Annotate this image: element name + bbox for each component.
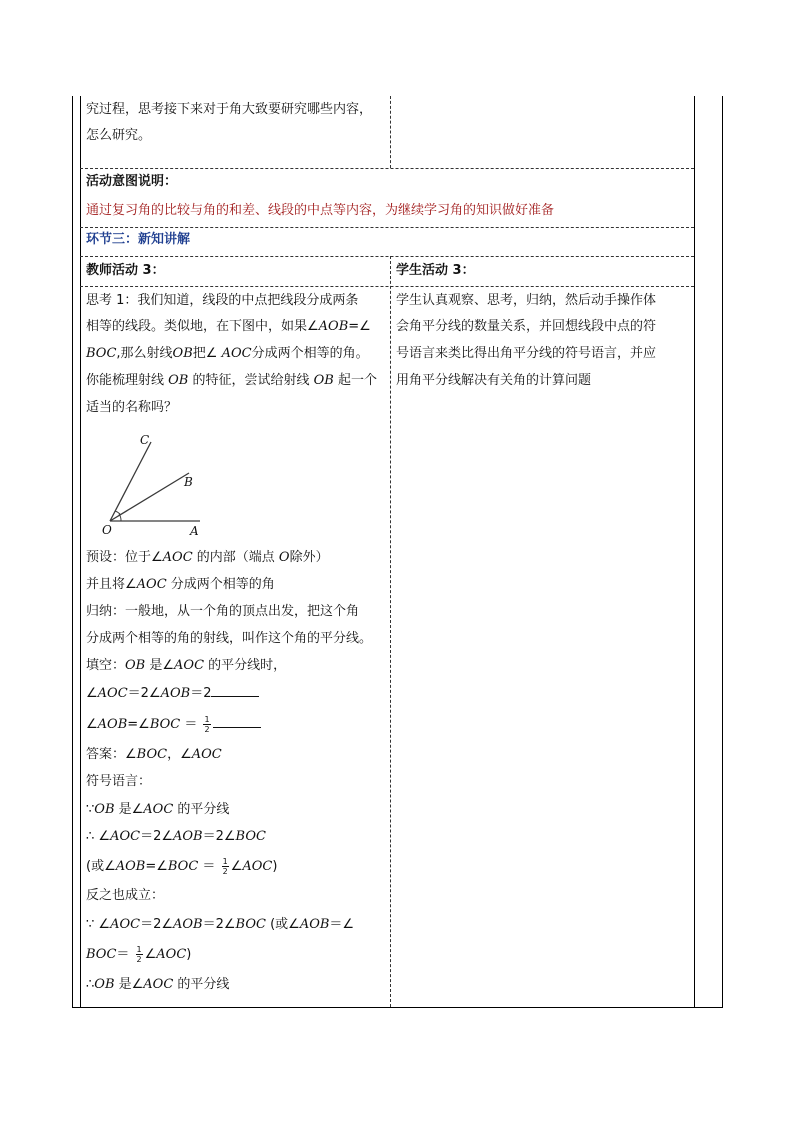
section-title: 新知讲解 [138, 232, 191, 247]
induce-line-2: 分成两个相等的角的射线，叫作这个角的平分线。 [86, 631, 373, 646]
student-line-2: 会角平分线的数量关系，并回想线段中点的符 [396, 319, 657, 334]
converse-line-2: BOC＝ $\frac{1}{2}$ ∠AOC) [86, 945, 192, 964]
answer-line: 答案：∠BOC，∠AOC [86, 747, 222, 762]
top-text-line-2: 怎么研究。 [86, 128, 152, 143]
think-line-2: 相等的线段。类似地，在下图中，如果∠AOB=∠ [86, 319, 371, 334]
section-label: 环节三： [86, 232, 139, 247]
converse-line-1: ∵ ∠AOC＝2∠AOB＝2∠BOC (或∠AOB＝∠ [86, 917, 355, 932]
table-left-inner-border [80, 96, 81, 1008]
equation-line-2: ∠AOB=∠BOC ＝ $\frac{1}{2}$ [86, 713, 261, 737]
student-line-3: 号语言来类比得出角平分线的符号语言，并应 [396, 346, 657, 361]
converse-line-3: ∴OB 是∠AOC 的平分线 [86, 977, 230, 992]
label-a: A [190, 524, 199, 538]
think-line-5: 适当的名称吗？ [86, 400, 178, 415]
answer-blank-1[interactable] [211, 684, 259, 697]
table-left-border [72, 96, 73, 1008]
equation-line-1: ∠AOC＝2∠AOB＝2 [86, 682, 259, 706]
label-o: O [102, 523, 112, 537]
intent-heading: 活动意图说明： [86, 174, 178, 189]
fill-in-line: 填空：OB 是∠AOC 的平分线时， [86, 658, 287, 673]
symbol-line-1: ∵OB 是∠AOC 的平分线 [86, 802, 230, 817]
top-column-divider [390, 96, 391, 168]
symbol-line-3: (或∠AOB=∠BOC ＝ $\frac{1}{2}$ ∠AOC) [86, 857, 278, 876]
student-activity-heading: 学生活动 3： [396, 263, 475, 278]
angle-bisector-diagram [96, 428, 216, 540]
symbol-language-label: 符号语言： [86, 774, 152, 789]
teacher-activity-heading: 教师活动 3： [86, 263, 165, 278]
induce-line-1: 归纳：一般地，从一个角的顶点出发，把这个角 [86, 604, 360, 619]
table-inner-right-border [694, 96, 695, 1008]
angle-arc-2 [115, 511, 120, 514]
student-line-4: 用角平分线解决有关角的计算问题 [396, 373, 592, 388]
student-line-1: 学生认真观察、思考，归纳，然后动手操作体 [396, 293, 657, 308]
preset-line-2: 并且将∠AOC 分成两个相等的角 [86, 577, 275, 592]
top-text-line-1: 究过程，思考接下来对于角大致要研究哪些内容， [86, 102, 373, 117]
converse-label: 反之也成立： [86, 888, 165, 903]
row-divider-1 [80, 168, 694, 169]
answer-blank-2[interactable] [213, 715, 261, 728]
table-bottom-border [72, 1007, 723, 1008]
label-b: B [184, 475, 193, 489]
preset-line-1: 预设：位于∠AOC 的内部（端点 O除外） [86, 550, 329, 565]
row-divider-4 [80, 286, 694, 287]
label-c: C [140, 433, 150, 447]
think-line-4: 你能梳理射线 OB 的特征，尝试给射线 OB 起一个 [86, 373, 377, 388]
activity-column-divider [390, 256, 391, 1007]
row-divider-3 [80, 256, 694, 257]
table-right-border [722, 96, 723, 1008]
section-header [86, 228, 190, 252]
think-line-3: BOC,那么射线OB把∠ AOC分成两个相等的角。 [86, 346, 369, 361]
intent-body: 通过复习角的比较与角的和差、线段的中点等内容，为继续学习角的知识做好准备 [86, 203, 555, 218]
fraction-half: $\frac{1}{2}$ [204, 715, 210, 734]
symbol-line-2: ∴ ∠AOC＝2∠AOB＝2∠BOC [86, 829, 266, 844]
think-line-1: 思考 1：我们知道，线段的中点把线段分成两条 [86, 293, 359, 308]
